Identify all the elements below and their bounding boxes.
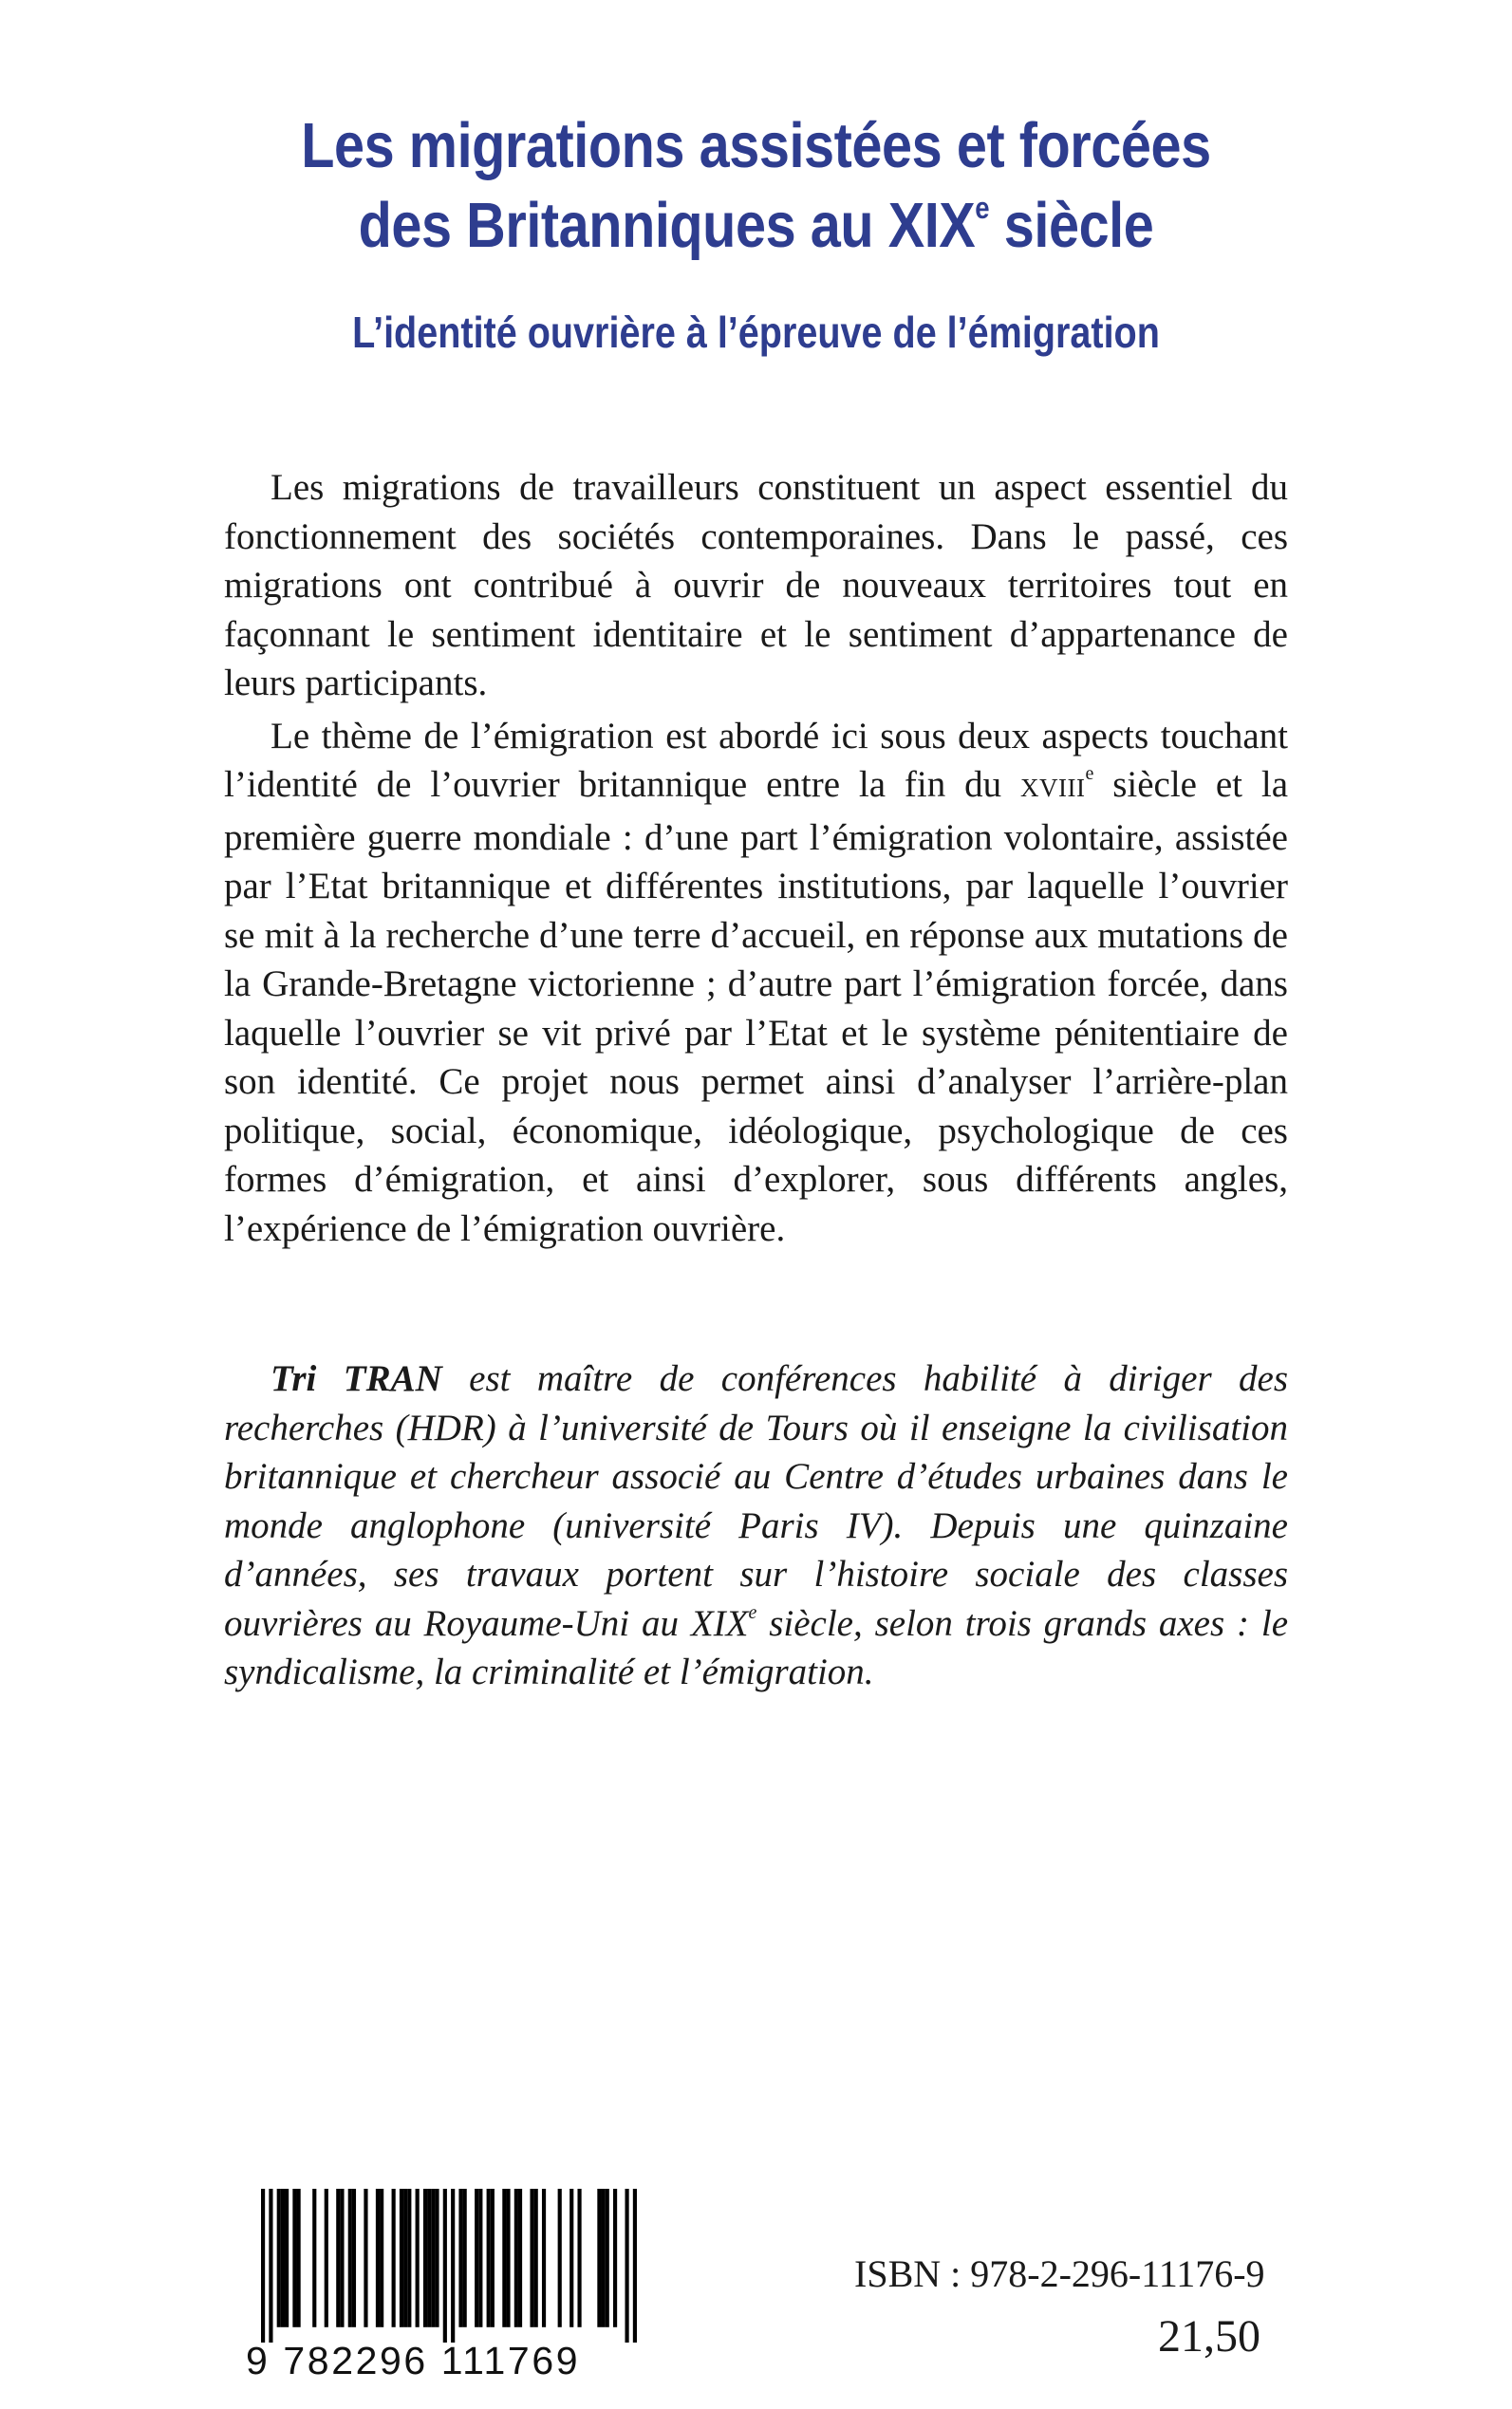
barcode-bar xyxy=(502,2189,506,2327)
barcode-bar xyxy=(487,2189,491,2327)
barcode-bar xyxy=(325,2189,328,2327)
author-bio-start: est maître de conférences habilité à diriger des recherches (HDR) à l’université de Tours où il enseigne la civilisation britannique et chercheur associé au Centre d’études urbaines dans le monde anglophone (université Paris IV). Depuis une quinzaine d’années, ses travaux portent sur l’histoire sociale des classes ouvrières au Royaume-Uni au XIX xyxy=(224,1358,1289,1644)
isbn-label: ISBN : 978-2-296-11176-9 xyxy=(854,2252,1265,2295)
book-subtitle: L’identité ouvrière à l’épreuve de l’émigration xyxy=(352,308,1160,357)
barcode-bar xyxy=(416,2189,420,2327)
summary-text xyxy=(224,463,1288,1253)
barcode-bar xyxy=(506,2189,510,2327)
barcode-bar xyxy=(281,2189,285,2327)
barcode-bar xyxy=(285,2189,289,2327)
barcode-bar xyxy=(625,2189,628,2343)
barcode-bar xyxy=(292,2189,296,2327)
century-numeral: XVIII xyxy=(1019,774,1086,802)
barcode-bar xyxy=(423,2189,427,2327)
author-bio-superscript: e xyxy=(748,1601,757,1623)
summary-p2-start: Le thème de l’émigration est abordé ici sous deux aspects touchant l’identité de l’ouvrier britannique entre la fin du xyxy=(224,715,1288,805)
author-bio-end: siècle, selon trois grands axes : le syndicalisme, la criminalité et l’émigration. xyxy=(224,1602,1288,1692)
barcode-bar xyxy=(403,2189,407,2327)
author-bio xyxy=(224,1354,1288,1697)
barcode-bar xyxy=(364,2189,367,2327)
barcode-bar xyxy=(542,2189,546,2327)
barcode-bar xyxy=(297,2189,301,2327)
barcode-bar xyxy=(431,2189,435,2327)
barcode-bar xyxy=(340,2189,344,2327)
barcode-bar xyxy=(312,2189,316,2327)
barcode-bar xyxy=(277,2189,281,2327)
title-line-2-main: des Britanniques au XIX xyxy=(358,190,976,261)
century-superscript: e xyxy=(1085,763,1094,784)
title-superscript: e xyxy=(975,191,990,225)
barcode-bars xyxy=(261,2189,637,2343)
barcode-bar xyxy=(458,2189,462,2327)
barcode-bar xyxy=(577,2189,581,2327)
barcode-bar xyxy=(597,2189,601,2327)
barcode-bar xyxy=(530,2189,533,2327)
summary-paragraph-2 xyxy=(224,712,1288,1254)
barcode-bar xyxy=(400,2189,403,2327)
barcode-bar xyxy=(613,2189,617,2327)
barcode-bar xyxy=(534,2189,538,2327)
barcode-bar xyxy=(558,2189,562,2327)
barcode-bar xyxy=(569,2189,573,2327)
summary-paragraph-1: Les migrations de travailleurs constituent un aspect essentiel du fonctionnement des sociétés contemporaines. Dans le passé, ces migrations ont contribué à ouvrir de nouveaux territoires tout en façonnant le sentiment identitaire et le sentiment d’appartenance de leurs participants. xyxy=(224,467,1288,703)
barcode-bar xyxy=(601,2189,605,2327)
barcode-bar xyxy=(478,2189,482,2327)
barcode-bar xyxy=(518,2189,522,2327)
barcode-bar xyxy=(491,2189,495,2327)
title-line-1: Les migrations assistées et forcées xyxy=(301,110,1211,181)
barcode-bar xyxy=(392,2189,396,2327)
barcode-bar xyxy=(407,2189,411,2327)
barcode-bar xyxy=(336,2189,340,2327)
barcode-bar xyxy=(380,2189,383,2327)
barcode-bar xyxy=(463,2189,467,2327)
author-name: Tri TRAN xyxy=(271,1358,442,1399)
barcode-bar xyxy=(348,2189,352,2327)
barcode xyxy=(246,2189,639,2384)
barcode-bar xyxy=(514,2189,518,2327)
barcode-bar xyxy=(606,2189,609,2327)
barcode-bar xyxy=(633,2189,637,2343)
book-title xyxy=(106,106,1407,266)
barcode-bar xyxy=(427,2189,431,2327)
barcode-digits: 9 782296 111769 xyxy=(246,2339,581,2382)
barcode-bar xyxy=(269,2189,272,2343)
title-line-2 xyxy=(106,186,1407,266)
barcode-bar xyxy=(451,2189,455,2343)
barcode-bar xyxy=(376,2189,380,2327)
barcode-bar xyxy=(435,2189,439,2327)
barcode-bar xyxy=(475,2189,478,2327)
price-label: 21,50 xyxy=(1158,2311,1260,2362)
author-bio-paragraph xyxy=(224,1354,1288,1697)
barcode-bar xyxy=(352,2189,356,2327)
barcode-bar xyxy=(261,2189,265,2343)
title-line-2-end: siècle xyxy=(989,190,1154,261)
summary-p2-end: siècle et la première guerre mondiale : d’une part l’émigration volontaire, assistée par l’Etat britannique et différentes institutions, par laquelle l’ouvrier se mit à la recherche d’une terre d’accueil, en réponse aux mutations de la Grande-Bretagne victorienne ; d’autre part l’émigration forcée, dans laquelle l’ouvrier se vit privé par l’Etat et le système pénitentiaire de son identité. Ce projet nous permet ainsi d’analyser l’arrière-plan politique, social, économique, idéologique, psychologique de ces formes d’émigration, et ainsi d’explorer, sous différents angles, l’expérience de l’émigration ouvrière. xyxy=(224,764,1288,1249)
barcode-bar xyxy=(443,2189,447,2343)
